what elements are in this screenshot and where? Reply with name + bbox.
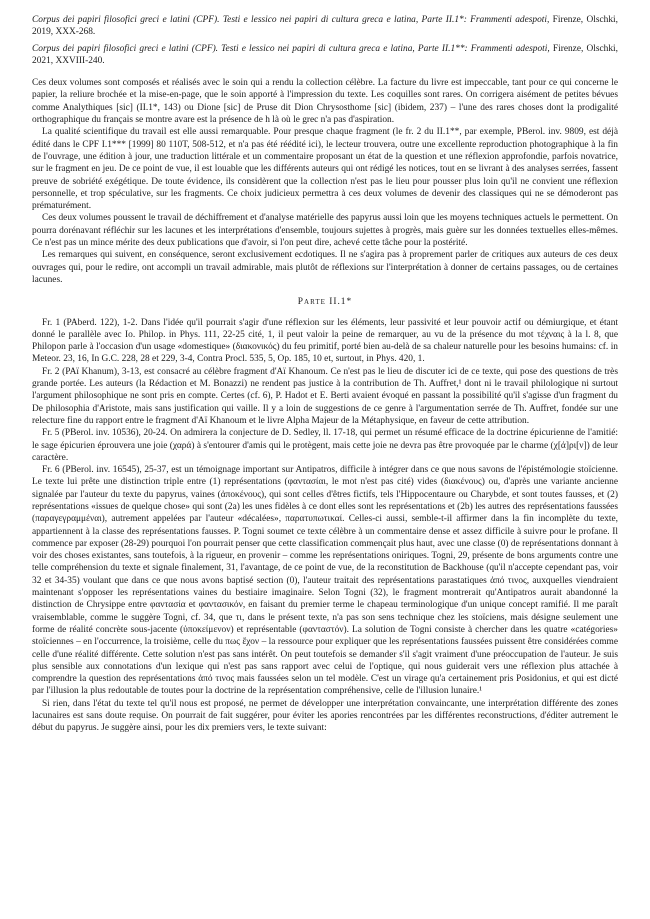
body-paragraph: Fr. 5 (PBerol. inv. 10536), 20-24. On admirera la conjecture de D. Sedley, ll. 17-18, qui permet un résumé efficace de la doctrine épicurienne de l'amitié: le sage épicurien éprouvera une joie (χαρά) à s'entourer d'amis qui le protègent, mais cette joie ne devra pas être provoquée par le charme (χ[ά]ρι[ν]) de leur caractère. — [32, 428, 618, 463]
bibliographic-reference — [32, 43, 618, 68]
reference-title: Corpus dei papiri filosofici greci e latini (CPF). Testi e lessico nei papiri di cultura greca e latina, Parte II.1**: Frammenti adespoti, — [32, 43, 550, 54]
reference-title: Corpus dei papiri filosofici greci e latini (CPF). Testi e lessico nei papiri di cultura greca e latina, Parte II.1*: Frammenti adespoti, — [32, 15, 550, 25]
intro-paragraph: Ces deux volumes sont composés et réalisés avec le soin qui a rendu la collection célèbre. La facture du livre est impeccable, tant pour ce qui concerne le papier, la reliure brochée et la mise-en-page, que le soin apporté à l'impression du texte. Les coquilles sont rares. On corrigera aisément de petites bévues comme Analythiques [sic] (II.1*, 143) ou Dione [sic] de Pruse dit Dion Chrysosthome [sic] (ibidem, 237) – l'une des rares choses dont la prodigalité orthographique du français se montre avare est la présence de h là où le grec n'a pas d'aspiration. — [32, 78, 618, 126]
body-paragraph: Fr. 1 (PAberd. 122), 1-2. Dans l'idée qu'il pourrait s'agir d'une réflexion sur les éléments, leur passivité et leur pouvoir actif ou démiurgique, et étant donné le parallèle avec Io. Philop. in Phys. 111, 22-25 cité, 1, il peut valoir la peine de remarquer, au vu de la présence du mot τέχναις à la l. 8, que Philopon parle à l'occasion d'un usage «domestique» (διακονικός) du feu primitif, porté bien au-delà de sa chaleur naturelle pour les besoins humains: cf. in Meteor. 23, 16, In G.C. 228, 28 et 229, 3-4, Contra Procl. 535, 5, Op. 185, 10 et, surtout, in Phys. 420, 1. — [32, 317, 618, 365]
bibliographic-reference — [32, 14, 618, 39]
reference-publisher: Firenze, Olschki, 2019, XXX-268. — [32, 15, 618, 38]
review-page — [32, 14, 618, 735]
intro-paragraph: La qualité scientifique du travail est elle aussi remarquable. Pour presque chaque fragment (le fr. 2 du II.1**, par exemple, PBerol. inv. 9809, est déjà édité dans le CPF I.1*** [1999] 80 110T, 508-512, et n'a pas été réédité ici), le lecteur trouvera, outre une excellente reproduction photographique à la fin de l'ouvrage, une édition à jour, une traduction littérale et un commentaire proposant un état de la question et une réflexion approfondie, parfois novatrice, sur le fragment en jeu. De ce point de vue, il est louable que les différents auteurs qui ont rédigé les notices, tout en se livrant à des analyses serrées, fassent preuve de sobriété exégétique. De toute évidence, ils considèrent que la collection n'est pas le lieu pour pousser plus loin qu'il ne convient une réflexion personnelle, et trop spéculative, sur les fragments. Ce choix judicieux permettra à ces deux volumes de devenir des classiques qui ne se démoderont pas prématurément. — [32, 127, 618, 212]
intro-paragraph: Ces deux volumes poussent le travail de déchiffrement et d'analyse matérielle des papyrus aussi loin que les moyens techniques actuels le permettent. On pourra dorénavant réfléchir sur les lacunes et les interprétations d'ensemble, toujours sujettes à progrès, mais guère sur les données textuelles elles-mêmes. Ce n'est pas un mince mérite des deux publications que d'avoir, si l'on peut dire, achevé cette tâche pour la postérité. — [32, 213, 618, 249]
section-heading: Parte II.1* — [297, 297, 353, 308]
reference-publisher: Firenze, Olschki, 2021, XXVIII-240. — [32, 43, 618, 66]
body-paragraph: Fr. 6 (PBerol. inv. 16545), 25-37, est un témoignage important sur Antipatros, difficile à intégrer dans ce que nous savons de l'épistémologie stoïcienne. Le texte lui prête une distinction triple entre (1) représentations (φαντασίαι, le mot n'est pas cité) vides (διακένους) ou, d'après une variante ancienne signalée par l'auteur du texte du papyrus, vaines (ἀποκένους), qui sont celles d'êtres fictifs, tels l'Hippocentaure ou Charybde, et sont toutes fausses, et (2) représentations «issues de quelque chose» qui sont (2a) les unes fidèles à ce dont elles sont les représentations et (2b) les autres des représentations faussées (παραγεγραμμέναι), autrement appelées par l'auteur «décalées», παρατυπωτικαί. Celles-ci aussi, semble-t-il affirmer dans la fin incomplète du texte, appartiennent à la classe des représentations fausses. P. Togni soumet ce texte célèbre à un commentaire dense et assez difficile à suivre pour le profane. Il commence par exposer (28-29) pourquoi l'on pourrait penser que cette classification commençait plus haut, avec une classe (0) de représentations donnant à voir des choses existantes, sans toutefois, à la rigueur, en provenir – comme les représentations oniriques. Togni, 29, présente de bons arguments contre une telle compréhension du texte et signale finalement, 31, l'avantage, de ce point de vue, de la reconstitution de Backhouse (qu'il n'accepte cependant pas, voir 32 et 34-35) voulant que dans ce que nous avons baptisé section (0), l'auteur traitait des représentations parastatiques ἀπό τινος, auxquelles viendraient maintenant s'opposer les représentations vaines du bestiaire imaginaire. Selon Togni (32), le fragment montrerait qu'Antipatros aurait abandonné la distinction de Chrysippe entre φαντασία et φαντασικόν, en faisant du premier terme le chapeau terminologique d'un unique concept ramifié. Il me paraît vraisemblable, comme le suggère Togni, cf. 34, que τι, dans le présent texte, n'a pas son sens technique chez les stoïciens, mais désigne seulement une forme de réalité concrète sous-jacente (ὑποκείμενον) et représentable (φανταστόν). La solution de Togni consiste à chercher dans les quatre «catégories» stoïciennes – en l'occurrence, la troisième, celle du πως ἔχον – la ressource pour expliquer que les représentations faussées puissent être considérées comme celle d'une réalité différente. Cette solution n'est pas sans intérêt. On peut toutefois se demander s'il s'agit vraiment d'une préoccupation de l'auteur. Je suis plus sensible aux connotations d'un lexique qui n'est pas sans rapport avec celui de l'optique, qui nous guiderait vers une réflexion plus attachée à comprendre la question des représentations ἀπό τινος mais faussées selon un tel modèle. C'est un virage qu'a certainement pris Posidonius, et qui est dicté par l'illusion la plus redoutable de toutes pour la doctrine de la représentation compréhensive, celle de l'illusion lunaire.¹ — [32, 465, 618, 697]
body-paragraph: Si rien, dans l'état du texte tel qu'il nous est proposé, ne permet de développer une interprétation convaincante, une interprétation différente des zones lacunaires est sans doute requise. On pourrait de fait suggérer, pour éviter les apories rencontrées par les différentes reconstructions, d'éditer autrement le début du papyrus. Je suggère ainsi, pour les dix premiers vers, le texte suivant: — [32, 698, 618, 734]
intro-paragraph: Les remarques qui suivent, en conséquence, seront exclusivement ecdotiques. Il ne s'agira pas à proprement parler de critiques aux auteurs de ces deux ouvrages qui, pour le redire, ont accompli un travail admirable, mais plutôt de réflexions sur l'interprétation à donner de certains passages, ou de certaines lacunes. — [32, 250, 618, 285]
body-paragraph: Fr. 2 (PAï Khanum), 3-13, est consacré au célèbre fragment d'Aï Khanoum. Ce n'est pas le lieu de discuter ici de ce texte, qui pose des questions de très grande portée. Les auteurs (la Rédaction et M. Bonazzi) ne rendent pas justice à la contribution de Th. Auffret,¹ dont ni le travail philologique ni surtout l'argument philosophique ne sont pris en compte. Certes (cf. 6), P. Hadot et E. Berti avaient évoqué en passant la possibilité qu'il s'agisse d'un fragment du De philosophia d'Aristote, mais sans justification qui vaille. Il y a loin de suggestions de ce genre à l'argumentation serrée de Th. Auffret, fondée sur une relecture fine du rapport entre le fragment d'Aï Khanoum et le livre Alpha Majeur de la Métaphysique, en faveur de cette attribution. — [32, 366, 618, 426]
